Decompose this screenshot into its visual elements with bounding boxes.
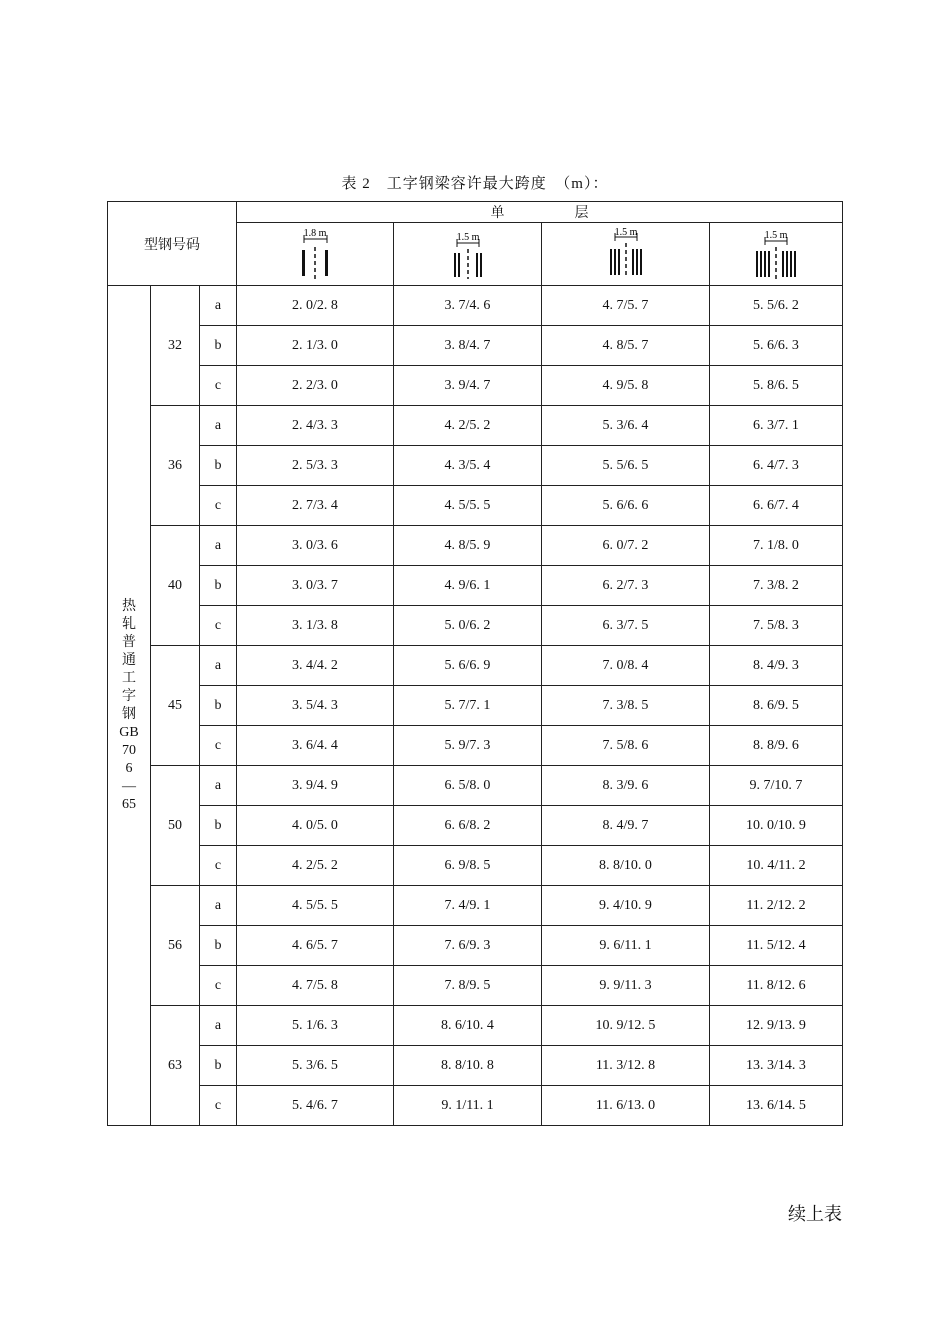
span-value-cell: 6. 6/8. 2 [394, 806, 542, 846]
span-value-cell: 6. 0/7. 2 [542, 526, 710, 566]
span-value-cell: 8. 8/10. 8 [394, 1046, 542, 1086]
span-value-cell: 3. 9/4. 9 [237, 766, 394, 806]
span-value-cell: 4. 9/5. 8 [542, 366, 710, 406]
header-single-layer: 单 层 [237, 202, 843, 223]
span-value-cell: 5. 3/6. 4 [542, 406, 710, 446]
span-value-cell: 5. 5/6. 5 [542, 446, 710, 486]
span-value-cell: 8. 6/10. 4 [394, 1006, 542, 1046]
span-value-cell: 7. 8/9. 5 [394, 966, 542, 1006]
section-number: 40 [151, 526, 200, 646]
span-table [107, 201, 843, 1126]
table-row [108, 566, 843, 606]
table-row [108, 726, 843, 766]
span-value-cell: 4. 7/5. 8 [237, 966, 394, 1006]
section-subtype: a [200, 886, 237, 926]
span-value-cell: 5. 7/7. 1 [394, 686, 542, 726]
span-value-cell: 3. 1/3. 8 [237, 606, 394, 646]
span-value-cell: 4. 0/5. 0 [237, 806, 394, 846]
section-subtype: b [200, 446, 237, 486]
table-row [108, 286, 843, 326]
span-value-cell: 6. 9/8. 5 [394, 846, 542, 886]
table-row [108, 806, 843, 846]
section-subtype: c [200, 606, 237, 646]
table-row [108, 646, 843, 686]
span-value-cell: 7. 3/8. 5 [542, 686, 710, 726]
span-value-cell: 9. 1/11. 1 [394, 1086, 542, 1126]
section-subtype: c [200, 1086, 237, 1126]
table-row [108, 526, 843, 566]
table-row [108, 966, 843, 1006]
span-value-cell: 6. 2/7. 3 [542, 566, 710, 606]
section-number: 50 [151, 766, 200, 886]
table-row [108, 766, 843, 806]
section-subtype: b [200, 806, 237, 846]
spacing-label-1: 1.8 m [303, 228, 327, 239]
span-value-cell: 7. 4/9. 1 [394, 886, 542, 926]
span-value-cell: 3. 5/4. 3 [237, 686, 394, 726]
section-subtype: c [200, 486, 237, 526]
section-subtype: c [200, 726, 237, 766]
span-value-cell: 2. 5/3. 3 [237, 446, 394, 486]
span-value-cell: 2. 7/3. 4 [237, 486, 394, 526]
span-value-cell: 4. 3/5. 4 [394, 446, 542, 486]
beam-1-icon [280, 227, 350, 281]
span-value-cell: 9. 6/11. 1 [542, 926, 710, 966]
span-value-cell: 6. 4/7. 3 [710, 446, 843, 486]
span-value-cell: 11. 6/13. 0 [542, 1086, 710, 1126]
span-value-cell: 5. 4/6. 7 [237, 1086, 394, 1126]
table-row [108, 486, 843, 526]
table-row [108, 446, 843, 486]
span-value-cell: 5. 8/6. 5 [710, 366, 843, 406]
span-value-cell: 9. 4/10. 9 [542, 886, 710, 926]
span-value-cell: 4. 2/5. 2 [237, 846, 394, 886]
span-value-cell: 9. 9/11. 3 [542, 966, 710, 1006]
span-value-cell: 2. 4/3. 3 [237, 406, 394, 446]
section-subtype: c [200, 846, 237, 886]
span-value-cell: 8. 8/9. 6 [710, 726, 843, 766]
span-value-cell: 4. 8/5. 9 [394, 526, 542, 566]
table-row [108, 886, 843, 926]
beam-3-icon [591, 227, 661, 281]
span-value-cell: 13. 6/14. 5 [710, 1086, 843, 1126]
section-subtype: a [200, 646, 237, 686]
beam-2-icon [433, 227, 503, 281]
table-row [108, 686, 843, 726]
span-value-cell: 10. 9/12. 5 [542, 1006, 710, 1046]
table-title: 表 2 工字钢梁容许最大跨度 （m）： [341, 176, 609, 192]
span-value-cell: 10. 4/11. 2 [710, 846, 843, 886]
span-value-cell: 7. 5/8. 3 [710, 606, 843, 646]
span-value-cell: 3. 6/4. 4 [237, 726, 394, 766]
table-row [108, 1086, 843, 1126]
span-value-cell: 8. 4/9. 3 [710, 646, 843, 686]
span-value-cell: 4. 8/5. 7 [542, 326, 710, 366]
section-subtype: a [200, 766, 237, 806]
span-value-cell: 4. 7/5. 7 [542, 286, 710, 326]
section-subtype: c [200, 966, 237, 1006]
table-row [108, 926, 843, 966]
spacing-label-3: 1.5 m [614, 227, 637, 238]
span-value-cell: 5. 1/6. 3 [237, 1006, 394, 1046]
span-value-cell: 8. 4/9. 7 [542, 806, 710, 846]
span-value-cell: 5. 9/7. 3 [394, 726, 542, 766]
section-number: 45 [151, 646, 200, 766]
table-row [108, 366, 843, 406]
header-beam-diagram-2 [394, 223, 542, 286]
table-row [108, 1046, 843, 1086]
span-value-cell: 3. 8/4. 7 [394, 326, 542, 366]
span-value-cell: 3. 0/3. 6 [237, 526, 394, 566]
span-value-cell: 13. 3/14. 3 [710, 1046, 843, 1086]
section-subtype: a [200, 526, 237, 566]
continued-note: 续上表 [788, 1204, 842, 1224]
span-value-cell: 6. 3/7. 5 [542, 606, 710, 646]
span-value-cell: 5. 5/6. 2 [710, 286, 843, 326]
section-subtype: c [200, 366, 237, 406]
header-type-label: 型钢号码 [108, 202, 237, 286]
span-value-cell: 3. 0/3. 7 [237, 566, 394, 606]
span-value-cell: 2. 1/3. 0 [237, 326, 394, 366]
span-value-cell: 2. 2/3. 0 [237, 366, 394, 406]
span-value-cell: 8. 3/9. 6 [542, 766, 710, 806]
table-row [108, 326, 843, 366]
span-value-cell: 4. 9/6. 1 [394, 566, 542, 606]
span-value-cell: 6. 5/8. 0 [394, 766, 542, 806]
span-value-cell: 8. 6/9. 5 [710, 686, 843, 726]
span-value-cell: 7. 6/9. 3 [394, 926, 542, 966]
span-value-cell: 6. 6/7. 4 [710, 486, 843, 526]
spacing-label-4: 1.5 m [764, 230, 788, 241]
span-value-cell: 6. 3/7. 1 [710, 406, 843, 446]
span-value-cell: 3. 7/4. 6 [394, 286, 542, 326]
section-subtype: b [200, 686, 237, 726]
section-number: 36 [151, 406, 200, 526]
span-value-cell: 4. 6/5. 7 [237, 926, 394, 966]
span-value-cell: 10. 0/10. 9 [710, 806, 843, 846]
header-beam-diagram-4 [710, 223, 843, 286]
span-value-cell: 5. 6/6. 3 [710, 326, 843, 366]
table-row [108, 606, 843, 646]
span-value-cell: 4. 2/5. 2 [394, 406, 542, 446]
section-number: 63 [151, 1006, 200, 1126]
section-subtype: b [200, 926, 237, 966]
span-value-cell: 11. 8/12. 6 [710, 966, 843, 1006]
span-value-cell: 8. 8/10. 0 [542, 846, 710, 886]
table-row [108, 1006, 843, 1046]
header-beam-diagram-3 [542, 223, 710, 286]
steel-type-label-cell [108, 286, 151, 1126]
beam-4-icon [741, 227, 811, 281]
span-value-cell: 11. 3/12. 8 [542, 1046, 710, 1086]
span-value-cell: 5. 3/6. 5 [237, 1046, 394, 1086]
span-value-cell: 4. 5/5. 5 [394, 486, 542, 526]
span-value-cell: 3. 9/4. 7 [394, 366, 542, 406]
span-value-cell: 5. 0/6. 2 [394, 606, 542, 646]
span-value-cell: 11. 5/12. 4 [710, 926, 843, 966]
span-value-cell: 7. 3/8. 2 [710, 566, 843, 606]
section-subtype: b [200, 566, 237, 606]
section-subtype: a [200, 406, 237, 446]
section-number: 56 [151, 886, 200, 1006]
span-value-cell: 4. 5/5. 5 [237, 886, 394, 926]
span-value-cell: 12. 9/13. 9 [710, 1006, 843, 1046]
section-subtype: a [200, 1006, 237, 1046]
table-row [108, 846, 843, 886]
span-value-cell: 5. 6/6. 9 [394, 646, 542, 686]
spacing-label-2: 1.5 m [456, 232, 479, 243]
section-subtype: a [200, 286, 237, 326]
section-subtype: b [200, 1046, 237, 1086]
table-row [108, 406, 843, 446]
span-value-cell: 3. 4/4. 2 [237, 646, 394, 686]
section-number: 32 [151, 286, 200, 406]
span-value-cell: 7. 5/8. 6 [542, 726, 710, 766]
span-value-cell: 9. 7/10. 7 [710, 766, 843, 806]
span-value-cell: 2. 0/2. 8 [237, 286, 394, 326]
header-beam-diagram-1 [237, 223, 394, 286]
span-value-cell: 11. 2/12. 2 [710, 886, 843, 926]
steel-type-label: 热轧普通工字钢GB706—65 [119, 598, 139, 812]
span-value-cell: 7. 0/8. 4 [542, 646, 710, 686]
section-subtype: b [200, 326, 237, 366]
span-value-cell: 5. 6/6. 6 [542, 486, 710, 526]
span-value-cell: 7. 1/8. 0 [710, 526, 843, 566]
